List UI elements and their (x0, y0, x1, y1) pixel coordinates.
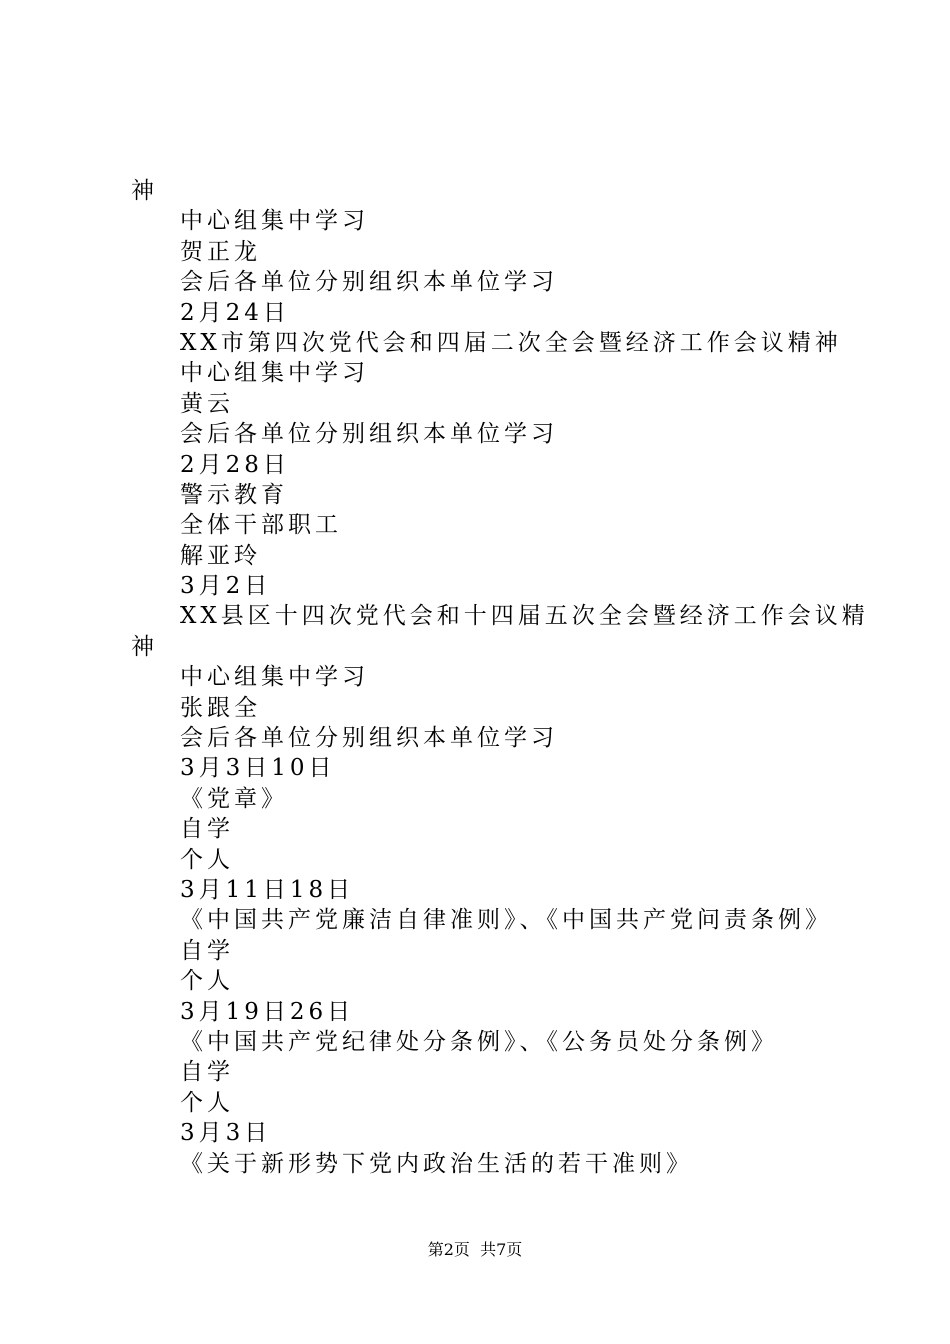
text-line: 中心组集中学习 (180, 664, 369, 691)
text-line: 3月3日10日 (180, 755, 336, 782)
text-line: XX市第四次党代会和四届二次全会暨经济工作会议精神 (180, 329, 842, 356)
text-line: 2月24日 (180, 299, 290, 326)
text-line: 贺正龙 (180, 238, 261, 265)
text-line: 黄云 (180, 390, 234, 417)
text-line: 2月28日 (180, 451, 290, 478)
text-line: 警示教育 (180, 481, 288, 508)
text-line: XX县区十四次党代会和十四届五次全会暨经济工作会议精 (180, 603, 869, 630)
text-line: 解亚玲 (180, 542, 261, 569)
text-line: 会后各单位分别组织本单位学习 (180, 269, 558, 296)
text-line: 《党章》 (180, 785, 288, 812)
text-line: 神 (131, 633, 158, 660)
text-line: 会后各单位分别组织本单位学习 (180, 725, 558, 752)
page-number-footer: 第2页 共7页 (427, 1240, 523, 1259)
text-line: 《关于新形势下党内政治生活的若干准则》 (180, 1150, 693, 1177)
text-line: 《中国共产党纪律处分条例》、《公务员处分条例》 (180, 1028, 778, 1055)
text-line: 自学 (180, 1059, 234, 1086)
text-line: 《中国共产党廉洁自律准则》、《中国共产党问责条例》 (180, 907, 832, 934)
text-line: 神 (131, 178, 158, 204)
text-line: 个人 (180, 846, 234, 873)
text-line: 3月19日26日 (180, 998, 355, 1025)
text-line: 全体干部职工 (180, 512, 342, 539)
text-line: 张跟全 (180, 694, 261, 721)
document-body (0, 176, 950, 1179)
text-line: 中心组集中学习 (180, 208, 369, 235)
text-line: 自学 (180, 816, 234, 843)
text-line: 自学 (180, 937, 234, 964)
text-line: 中心组集中学习 (180, 360, 369, 387)
text-line: 3月3日 (180, 1120, 272, 1147)
text-line: 3月2日 (180, 573, 272, 600)
text-line: 个人 (180, 1089, 234, 1116)
text-line: 3月11日18日 (180, 876, 355, 903)
text-line: 个人 (180, 968, 234, 995)
text-line: 会后各单位分别组织本单位学习 (180, 421, 558, 448)
